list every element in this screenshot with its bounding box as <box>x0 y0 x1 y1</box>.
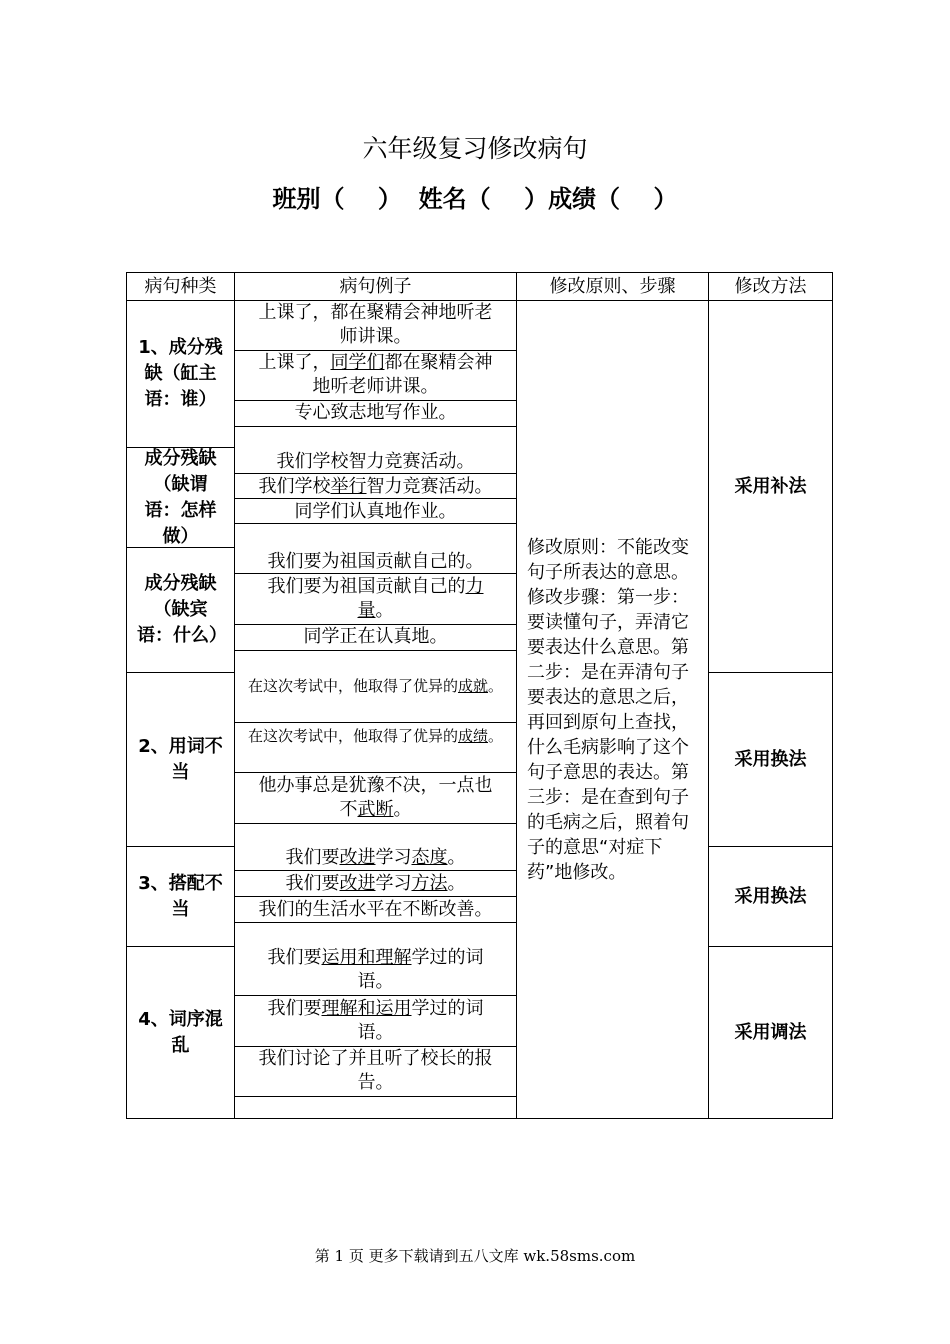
student-info-line <box>0 184 950 214</box>
example-sentence: 我们的生活水平在不断改善。 <box>258 899 493 920</box>
row-divider <box>234 650 517 651</box>
row-divider <box>234 896 517 897</box>
row-divider <box>234 1096 517 1097</box>
page-title: 六年级复习修改病句 <box>362 134 588 163</box>
example-sentence: 在这次考试中，他取得了优异的成就。 <box>247 677 504 695</box>
method-replace-1: 采用换法 <box>708 672 833 847</box>
class-label: 班别（ <box>272 185 345 213</box>
page-footer: 第 1 页 更多下载请到五八文库 wk.58sms.com <box>314 1247 636 1265</box>
example-sentence: 我们要运用和理解学过的词语。 <box>267 947 484 992</box>
example-sentence: 同学们认真地作业。 <box>294 501 457 522</box>
example-sentence: 我们要为祖国贡献自己的力量。 <box>267 576 484 621</box>
example-sentence: 上课了，都在聚精会神地听老师讲课。 <box>258 302 493 347</box>
score-label: 成绩（ <box>548 185 621 213</box>
row-divider <box>234 722 517 723</box>
row-divider <box>234 772 517 773</box>
category-missing-subject: 1、成分残缺（缸主语：谁） <box>126 300 235 448</box>
row-divider <box>234 426 517 427</box>
header-method: 修改方法 <box>708 272 833 301</box>
example-sentence: 在这次考试中，他取得了优异的成绩。 <box>247 727 504 745</box>
row-divider <box>234 995 517 996</box>
header-example: 病句例子 <box>234 272 517 301</box>
category-mismatch: 3、搭配不当 <box>126 846 235 947</box>
header-principle: 修改原则、步骤 <box>516 272 709 301</box>
example-sentence: 我们要改进学习方法。 <box>285 873 466 894</box>
category-missing-object: 成分残缺（缺宾语：什么） <box>126 547 235 673</box>
example-sentence: 上课了，同学们都在聚精会神地听老师讲课。 <box>258 352 493 397</box>
example-sentence: 我们讨论了并且听了校长的报告。 <box>258 1048 493 1093</box>
example-sentence: 我们要理解和运用学过的词语。 <box>267 998 484 1043</box>
name-label: 姓名（ <box>418 185 491 213</box>
example-sentence: 我们学校智力竞赛活动。 <box>276 451 475 472</box>
method-reorder: 采用调法 <box>708 946 833 1119</box>
category-word-order: 4、词序混乱 <box>126 946 235 1119</box>
header-type: 病句种类 <box>126 272 235 301</box>
example-sentence: 专心致志地写作业。 <box>294 402 457 423</box>
method-supplement: 采用补法 <box>708 300 833 673</box>
method-replace-2: 采用换法 <box>708 846 833 947</box>
principle-text: 修改原则：不能改变句子所表达的意思。修改步骤：第一步：要读懂句子，弄清它要表达什么意思。第二步：是在弄清句子要表达的意思之后，再回到原句上查找，什么毛病影响了这个句子意思的表达。第三步：是在查到句子的毛病之后，照着句子的意思“对症下药”地修改。 <box>516 300 709 1119</box>
category-missing-predicate: 成分残缺（缺谓语：怎样做） <box>126 447 235 548</box>
example-sentence: 我们要为祖国贡献自己的。 <box>267 551 484 572</box>
example-sentence: 我们学校举行智力竞赛活动。 <box>258 476 493 497</box>
score-close: ） <box>653 185 678 213</box>
example-sentence: 同学正在认真地。 <box>303 626 448 647</box>
row-divider <box>234 870 517 871</box>
example-sentence: 我们要改进学习态度。 <box>285 847 466 868</box>
name-close: ） <box>524 185 549 213</box>
class-close: ） <box>377 185 402 213</box>
category-wrong-word: 2、用词不当 <box>126 672 235 847</box>
example-sentence: 他办事总是犹豫不决，一点也不武断。 <box>258 775 493 820</box>
row-divider <box>234 823 517 824</box>
row-divider <box>234 922 517 923</box>
